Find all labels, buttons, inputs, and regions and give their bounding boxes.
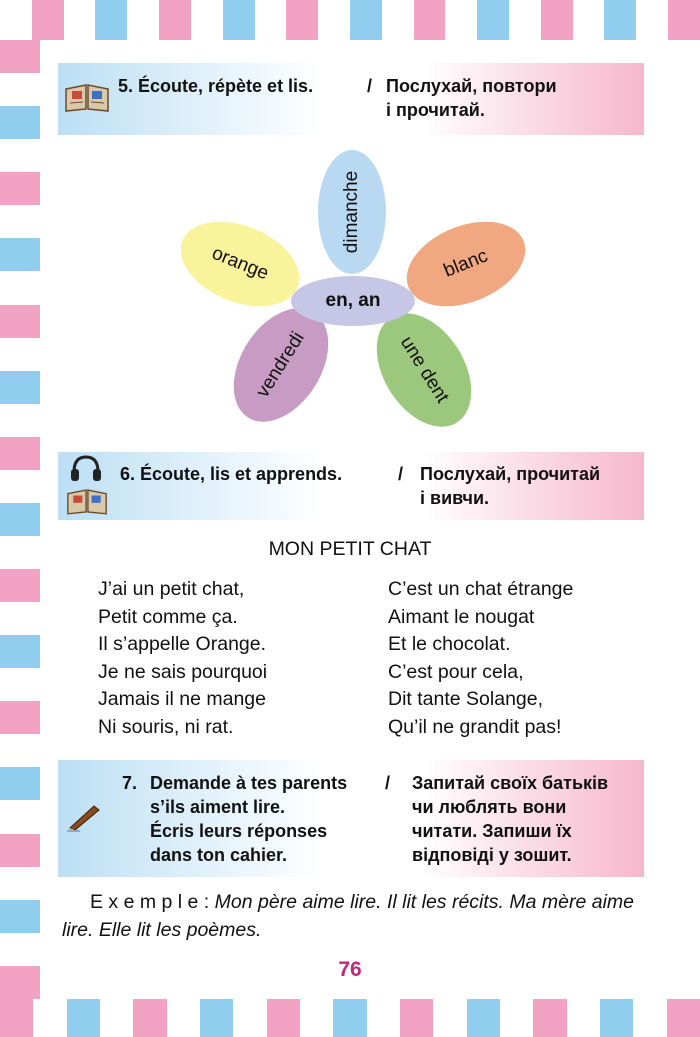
exercise-7-instruction-fr-line: dans ton cahier.	[150, 845, 288, 865]
petal-left-label: orange	[208, 242, 272, 285]
example-text: Mon père aime lire. Il lit les récits. Ma mère aime lire. Elle lit les poèmes.	[62, 891, 635, 941]
exercise-6-instruction-uk-line2: і вивчи.	[420, 488, 490, 508]
exercise-7-instruction-fr-line: s’ils aiment lire.	[150, 797, 286, 817]
pen-icon	[66, 800, 102, 832]
poem-line: Ni souris, ni rat.	[98, 715, 234, 738]
exercise-7-banner	[58, 760, 644, 877]
left-border-strip	[0, 40, 40, 999]
petal-top	[318, 150, 386, 274]
example-colon: :	[198, 891, 215, 913]
bottom-border-strip	[0, 999, 700, 1037]
exercise-7-instruction-uk-line: відповіді у зошит.	[412, 845, 572, 865]
exercise-5-instruction-uk-line1: Послухай, повтори	[386, 76, 557, 96]
example-paragraph	[62, 888, 647, 944]
exercise-7-instruction-uk-line: чи люблять вони	[412, 797, 567, 817]
petal-bottom-left-label: vendredi	[252, 328, 309, 402]
poem-line: Jamais il ne mange	[98, 688, 266, 710]
poem-line: Aimant le nougat	[388, 605, 535, 628]
exercise-6-instruction-uk-line1: Послухай, прочитай	[420, 464, 601, 484]
headphones-icon	[70, 454, 102, 482]
poem-line: Dit tante Solange,	[388, 688, 544, 710]
flower-center	[291, 276, 415, 326]
open-book-icon	[64, 81, 110, 113]
open-book-icon	[66, 486, 108, 516]
poem-title: MON PETIT CHAT	[268, 538, 432, 560]
top-border-strip	[0, 0, 700, 40]
exercise-7-separator: /	[385, 773, 391, 793]
petal-left	[168, 206, 311, 323]
petal-top-label: dimanche	[341, 170, 363, 254]
exercise-7-instruction-uk-line: читати. Запиши їх	[412, 821, 572, 841]
example-label: E x e m p l e	[90, 891, 199, 913]
poem-line: Je ne sais pourquoi	[98, 660, 268, 683]
poem-right-column	[388, 576, 573, 741]
poem-line: C’est pour cela,	[388, 660, 524, 683]
poem-line: Qu’il ne grandit pas!	[388, 715, 562, 738]
flower-center-label: en, an	[325, 290, 381, 311]
exercise-6-banner	[58, 452, 644, 520]
poem-line: Il s’appelle Orange.	[98, 633, 267, 655]
exercise-6-separator: /	[398, 464, 404, 484]
exercise-5-instruction-uk-line2: і прочитай.	[386, 100, 485, 120]
exercise-7-instruction-fr-line: Écris leurs réponses	[150, 821, 328, 841]
exercise-5-separator: /	[367, 76, 373, 96]
poem-line: C’est un chat étrange	[388, 578, 574, 600]
petal-right-label: blanc	[440, 245, 491, 282]
page-number: 76	[338, 958, 362, 981]
exercise-7-instruction-uk-line: Запитай своїх батьків	[412, 773, 609, 793]
poem-line: Et le chocolat.	[388, 633, 511, 655]
poem-left-column	[98, 576, 267, 741]
petal-right	[394, 206, 537, 323]
petal-bottom-right-label: une dent	[395, 332, 453, 407]
exercise-7-number: 7.	[122, 773, 138, 793]
exercise-5-banner	[58, 63, 644, 135]
poem-line: Petit comme ça.	[98, 605, 238, 628]
exercise-5-instruction-fr: 5. Écoute, répète et lis.	[118, 76, 314, 96]
exercise-6-instruction-fr: 6. Écoute, lis et apprends.	[120, 464, 343, 484]
exercise-7-instruction-fr-line: Demande à tes parents	[150, 773, 348, 793]
poem-line: J’ai un petit chat,	[98, 578, 245, 600]
